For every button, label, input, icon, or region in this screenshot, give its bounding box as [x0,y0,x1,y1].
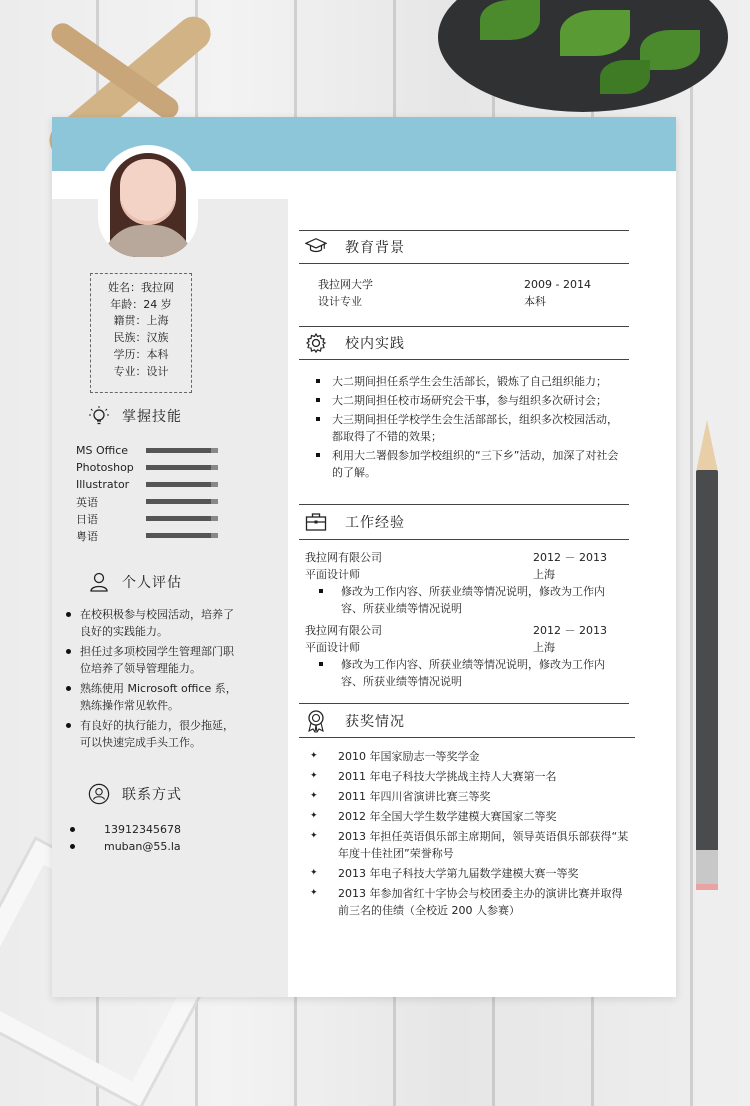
skills-heading [88,405,182,427]
job-company: 我拉网有限公司 [305,551,382,564]
divider [299,230,629,231]
job-description: 修改为工作内容、所获业绩等情况说明，修改为工作内容、所获业绩等情况说明 [305,583,625,617]
divider [299,703,629,704]
award-item: ✦ 2010 年国家励志一等奖学金 [300,748,630,765]
education-years: 2009 - 2014 [524,278,591,291]
briefcase-icon [305,511,327,533]
award-item: ✦ 2011 年四川省演讲比赛三等奖 [300,788,630,805]
skills-title: 掌握技能 [122,409,182,425]
award-item: ✦ 2012 年全国大学生数学建模大赛国家二等奖 [300,808,630,825]
education-major: 设计专业 [318,295,362,308]
skill-name: 英语 [76,495,98,509]
skill-row [76,510,246,527]
skill-row [76,476,246,493]
job-entry [305,622,625,690]
pencil-decoration [696,850,718,890]
evaluation-item: 担任过多项校园学生管理部门职位培养了领导管理能力。 [64,643,240,677]
awards-list [300,748,630,922]
job-position: 平面设计师 [305,641,360,654]
campus-item: 大二期间担任校市场研究会干事，参与组织多次研讨会； [310,392,622,409]
lightbulb-icon [88,405,110,427]
info-hometown: 籍贯：上海 [113,314,169,328]
plant-leaf-decoration [600,60,650,94]
job-location: 上海 [533,568,555,581]
evaluation-heading [88,571,182,593]
skill-bar-fill [146,499,211,504]
skill-bar-fill [146,465,211,470]
left-sidebar [52,199,288,997]
skill-row [76,459,246,476]
work-heading [305,511,405,533]
plant-leaf-decoration [560,10,630,56]
education-heading [305,236,405,258]
resume-page [52,117,676,997]
skill-name: MS Office [76,444,129,457]
contact-person-icon [88,783,110,805]
job-description: 修改为工作内容、所获业绩等情况说明，修改为工作内容、所获业绩等情况说明 [305,656,625,690]
gear-icon [305,332,327,354]
skill-row [76,493,246,510]
info-education: 学历：本科 [113,347,169,361]
divider [299,504,629,505]
skill-name: 日语 [76,512,98,526]
plant-leaf-decoration [480,0,540,40]
info-age: 年龄：24 岁 [110,297,172,311]
job-period: 2012 － 2013 [533,624,607,637]
contact-heading [88,783,182,805]
campus-title: 校内实践 [345,336,405,352]
divider [299,326,629,327]
info-ethnicity: 民族：汉族 [113,331,169,345]
personal-info-box [90,273,192,393]
campus-item: 利用大二署假参加学校组织的“三下乡”活动，加深了对社会的了解。 [310,447,622,481]
contact-title: 联系方式 [122,787,182,803]
graduation-cap-icon [305,236,327,258]
campus-item: 大二期间担任系学生会生活部长，锻炼了自己组织能力； [310,373,622,390]
skill-bar-fill [146,516,211,521]
job-entry [305,549,625,617]
skill-bar [146,482,218,487]
contact-email: muban@55.la [68,838,238,855]
skill-bar [146,499,218,504]
divider [299,263,629,264]
skill-name: 粤语 [76,529,98,543]
skill-bar [146,516,218,521]
skill-bar [146,465,218,470]
job-position: 平面设计师 [305,568,360,581]
job-company: 我拉网有限公司 [305,624,382,637]
work-title: 工作经验 [345,515,405,531]
contact-list [68,821,238,855]
divider [299,737,635,738]
campus-heading [305,332,405,354]
info-name: 姓名：我拉网 [108,281,174,294]
skill-bar-fill [146,482,211,487]
job-location: 上海 [533,641,555,654]
avatar [98,145,198,257]
evaluation-item: 有良好的执行能力，很少拖延，可以快速完成手头工作。 [64,717,240,751]
award-item: ✦ 2011 年电子科技大学挑战主持人大赛第一名 [300,768,630,785]
education-degree: 本科 [524,295,546,308]
job-period: 2012 － 2013 [533,551,607,564]
evaluation-item: 在校积极参与校园活动，培养了良好的实践能力。 [64,606,240,640]
evaluation-title: 个人评估 [122,575,182,591]
pencil-decoration [696,470,718,880]
evaluation-list [64,606,240,754]
award-medal-icon [305,710,327,732]
skill-name: Illustrator [76,478,130,491]
award-item: ✦ 2013 年参加省红十字协会与校团委主办的演讲比赛并取得前三名的佳绩（全校近 200 人参赛） [300,885,630,919]
info-major: 专业：设计 [113,364,169,378]
skill-row [76,442,246,459]
skill-row [76,527,246,544]
skill-bar-fill [146,448,211,453]
campus-item: 大三期间担任学校学生会生活部部长，组织多次校园活动，都取得了不错的效果； [310,411,622,445]
education-school: 我拉网大学 [318,278,373,291]
campus-list [310,373,622,483]
divider [299,359,629,360]
divider [299,539,629,540]
skill-bar [146,533,218,538]
skill-bar [146,448,218,453]
person-icon [88,571,110,593]
awards-title: 获奖情况 [345,714,405,730]
skill-bar-fill [146,533,211,538]
skill-name: Photoshop [76,461,134,474]
education-title: 教育背景 [345,240,405,256]
contact-phone: 13912345678 [68,821,238,838]
award-item: ✦ 2013 年担任英语俱乐部主席期间，领导英语俱乐部获得“某年度十佳社团”荣誉称号 [300,828,630,862]
awards-heading [305,710,405,732]
evaluation-item: 熟练使用 Microsoft office 系，熟练操作常见软件。 [64,680,240,714]
pencil-decoration [696,420,718,472]
award-item: ✦ 2013 年电子科技大学第九届数学建模大赛一等奖 [300,865,630,882]
